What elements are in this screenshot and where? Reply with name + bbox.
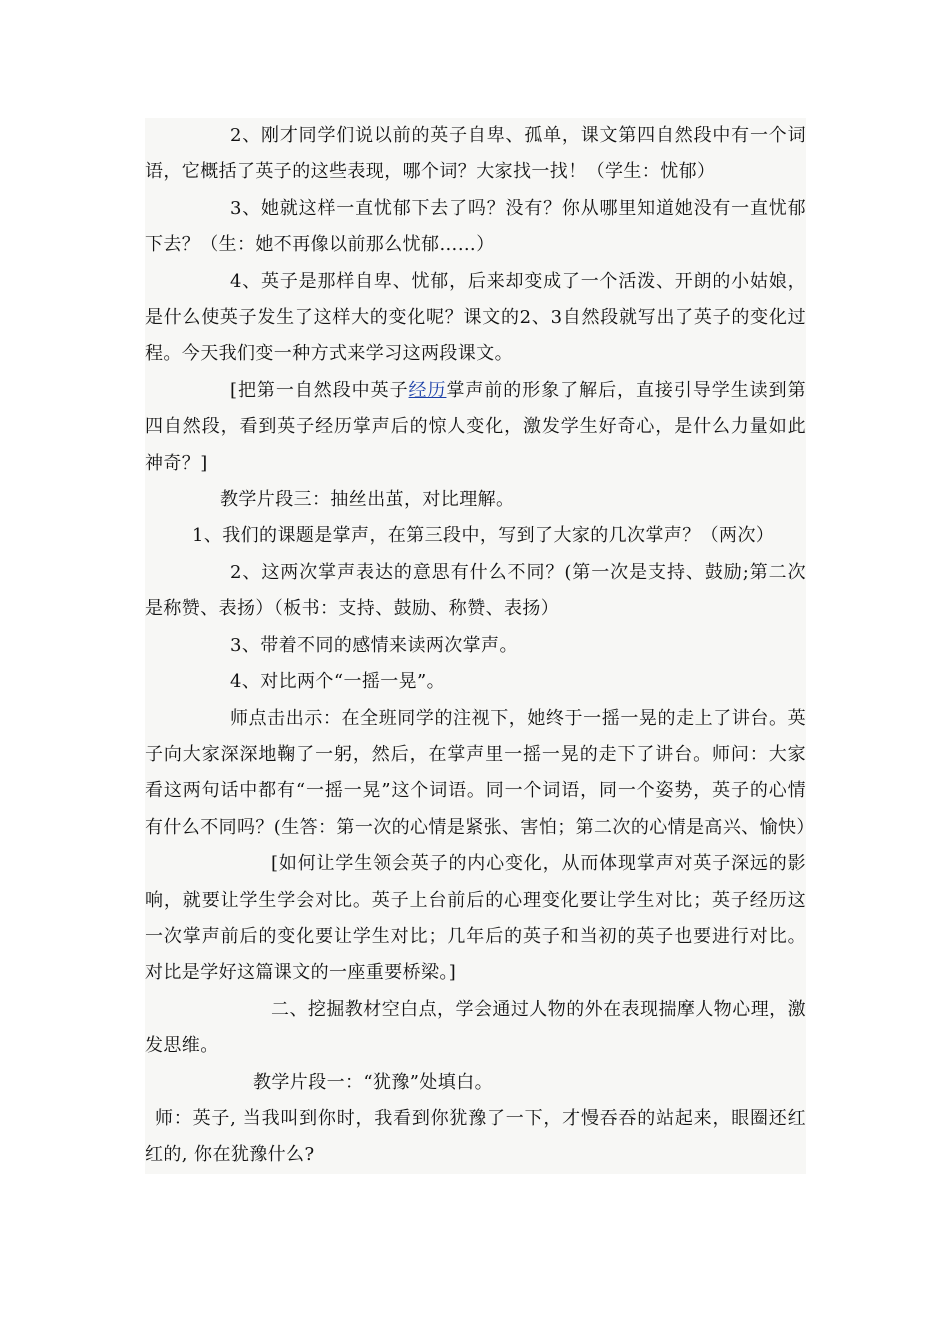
document-body (145, 118, 815, 1174)
paragraph-teaching-note-2: [如何让学生领会英子的内心变化，从而体现掌声对英子深远的影响，就要让学生学会对比。英子上台前后的心理变化要让学生对比；英子经历这一次掌声前后的变化要让学生对比；几年后的英子和当初的英子也要进行对比。对比是学好这篇课文的一座重要桥梁。] (145, 853, 806, 984)
section-heading-segment-3: 教学片段三：抽丝出茧，对比理解。 (220, 489, 515, 511)
paragraph-step-2: 2、这两次掌声表达的意思有什么不同？(第一次是支持、鼓励;第二次是称赞、表扬）（板书：支持、鼓励、称赞、表扬） (145, 561, 806, 620)
link-jingli[interactable]: 经历 (408, 379, 447, 401)
section-heading-part-2: 二、挖掘教材空白点，学会通过人物的外在表现揣摩人物心理，激发思维。 (145, 998, 806, 1057)
note-text-after: 掌声前的形象了解后，直接引导学生读到第四自然段，看到英子经历掌声后的惊人变化，激发学生好奇心，是什么力量如此神奇？] (145, 379, 806, 474)
paragraph-step-4: 4、对比两个“一摇一晃”。 (230, 671, 446, 693)
paragraph-step-1: 1、我们的课题是掌声，在第三段中，写到了大家的几次掌声？（两次） (192, 525, 775, 547)
note-text-before: [把第一自然段中英子 (230, 379, 409, 401)
paragraph-teaching-note-1 (145, 373, 806, 482)
paragraph-question-3: 3、她就这样一直忧郁下去了吗？没有？你从哪里知道她没有一直忧郁下去？（生：她不再像以前那么忧郁……） (145, 197, 806, 256)
paragraph-step-3: 3、带着不同的感情来读两次掌声。 (230, 634, 518, 656)
section-heading-segment-1: 教学片段一：“犹豫”处填白。 (253, 1071, 494, 1093)
paragraph-question-4: 4、英子是那样自卑、忧郁，后来却变成了一个活泼、开朗的小姑娘，是什么使英子发生了这样大的变化呢？课文的2、3自然段就写出了英子的变化过程。今天我们变一种方式来学习这两段课文。 (145, 270, 806, 365)
paragraph-teacher-question: 师：英子, 当我叫到你时，我看到你犹豫了一下，才慢吞吞的站起来，眼圈还红红的, 你在犹豫什么? (145, 1107, 806, 1166)
paragraph-teacher-display: 师点击出示：在全班同学的注视下，她终于一摇一晃的走上了讲台。英子向大家深深地鞠了一躬，然后，在掌声里一摇一晃的走下了讲台。师问：大家看这两句话中都有“一摇一晃”这个词语。同一个词语，同一个姿势，英子的心情有什么不同吗？(生答：第一次的心情是紧张、害怕；第二次的心情是高兴、愉快） (145, 707, 815, 838)
paragraph-question-2: 2、刚才同学们说以前的英子自卑、孤单，课文第四自然段中有一个词语，它概括了英子的这些表现，哪个词？大家找一找！（学生：忧郁） (145, 125, 806, 183)
